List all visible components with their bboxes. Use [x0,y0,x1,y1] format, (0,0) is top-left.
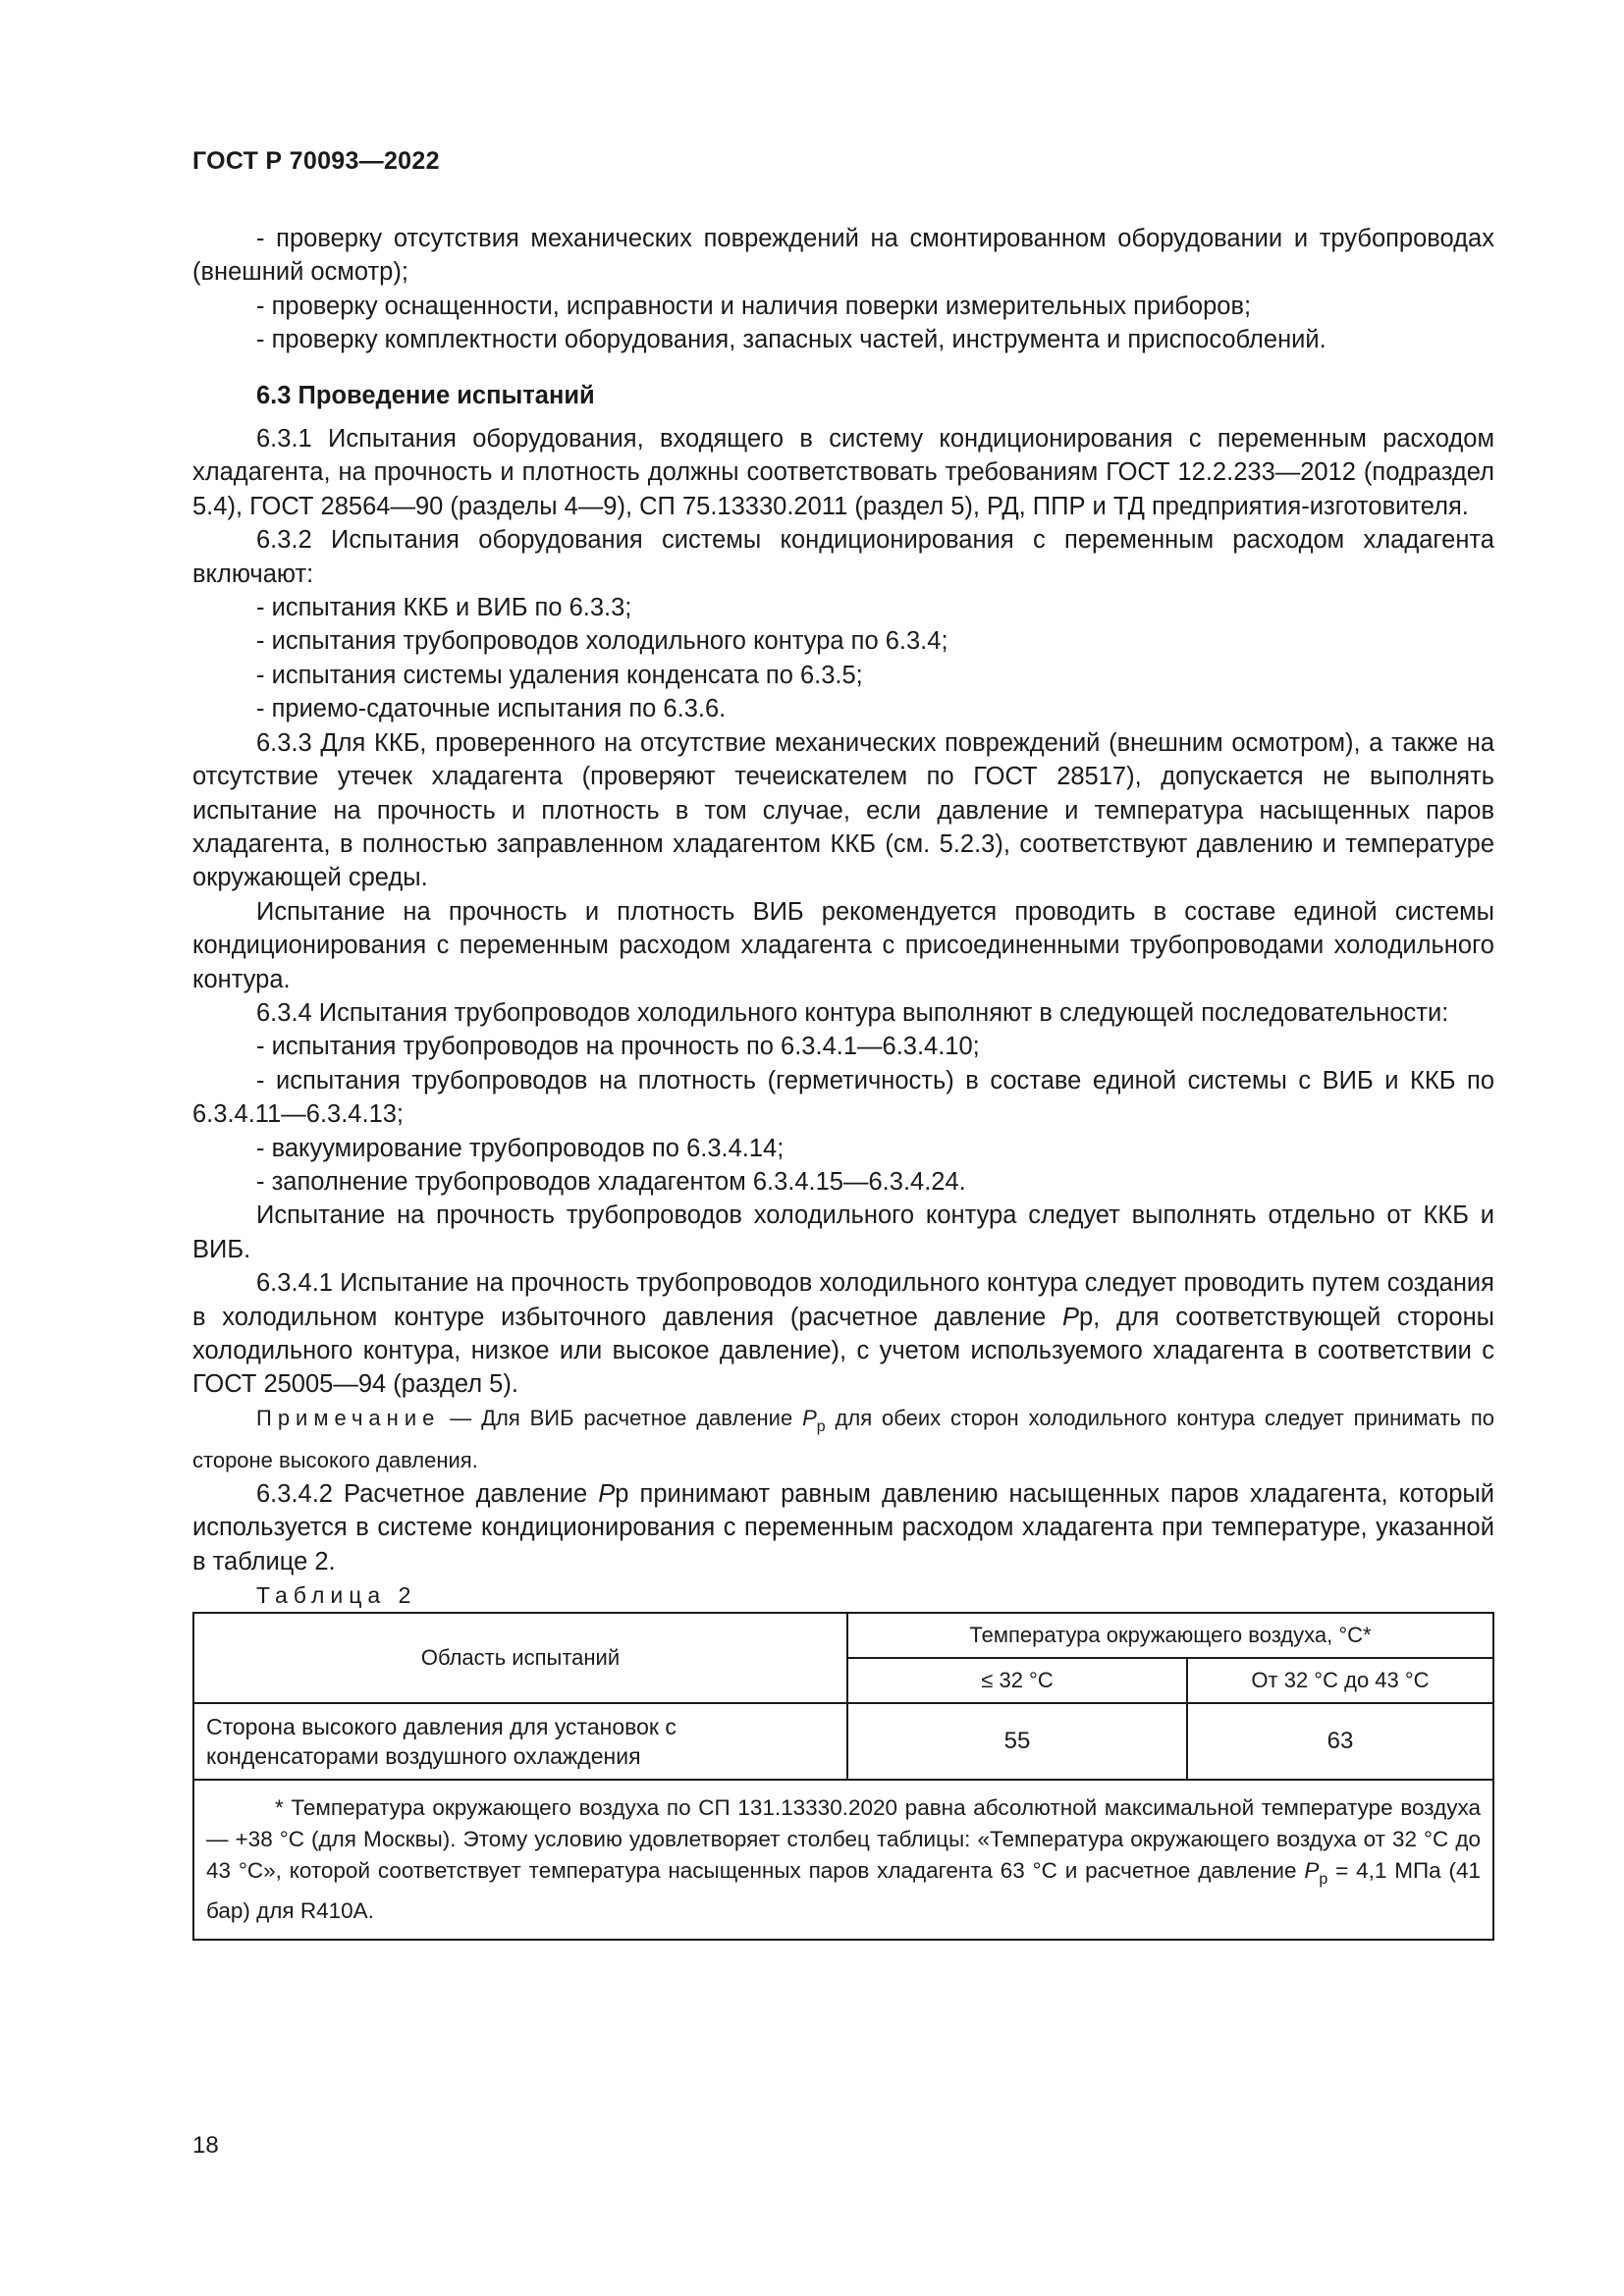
text-fragment: для обеих сторон холодильного контура следует принимать по стороне высокого давления. [192,1405,1495,1472]
text-fragment: 6.3.4.2 Расчетное давление [256,1479,599,1508]
list-item: - испытания системы удаления конденсата по 6.3.5; [256,661,863,689]
paragraph-separate-test: Испытание на прочность трубопроводов холодильного контура следует выполнять отдельно от ККБ и ВИБ. [192,1201,1494,1263]
paragraph-6-3-1: 6.3.1 Испытания оборудования, входящего в систему кондиционирования с переменным расходом хладагента, на прочность и плотность должны соответствовать требованиям ГОСТ 12.2.233—2012 (подраздел 5.4), ГОСТ 28564—90 (разделы 4—9), СП 75.13330.2011 (раздел 5), РД, ППР и ТД предприятия-изготовителя. [192,425,1494,520]
page-number: 18 [192,2132,219,2159]
list-item: - испытания трубопроводов холодильного контура по 6.3.4; [256,627,948,656]
pressure-symbol: P [1061,1303,1079,1331]
text-fragment: 6.3.4.1 Испытание на прочность трубопроводов холодильного контура следует проводить путем создания в холодильном контуре избыточного давления (расчетное давление [192,1269,1494,1331]
paragraph-6-3-4-2 [192,1477,1494,1578]
table-row [193,1703,1493,1780]
text-fragment: — Для ВИБ расчетное давление [440,1405,803,1430]
table-2 [192,1612,1494,1941]
list-item: - вакуумирование трубопроводов по 6.3.4.14; [256,1134,785,1162]
text-fragment: = 4,1 МПа (41 бар) для R410A. [206,1858,1481,1924]
paragraph-6-3-3: 6.3.3 Для ККБ, проверенного на отсутствие механических повреждений (внешним осмотром), а также на отсутствие утечек хладагента (проверяют течеискателем по ГОСТ 28517), допускается не выполнять испытание на прочность и плотность в том случае, если давление и температура насыщенных паров хладагента, в полностью заправленном хладагентом ККБ (см. 5.2.3), соответствуют давлению и температуре окружающей среды. [192,728,1494,892]
list-item: - испытания ККБ и ВИБ по 6.3.3; [256,594,632,622]
paragraph-6-3-4: 6.3.4 Испытания трубопроводов холодильного контура выполняют в следующей последовательности: [256,998,1449,1027]
header-temp-2: От 32 °С до 43 °С [1187,1658,1493,1703]
header-temp-group: Температура окружающего воздуха, °С* [847,1613,1493,1658]
cell-value: 63 [1187,1703,1493,1780]
pressure-symbol: P [1304,1858,1320,1884]
text-fragment: р, для соответствующей стороны холодильного контура, низкое или высокое давление), с учетом используемого хладагента в соответствии с ГОСТ 25005—94 (раздел 5). [192,1303,1495,1399]
header-temp-1: ≤ 32 °С [847,1658,1187,1703]
table-footnote [193,1780,1493,1940]
note [192,1402,1494,1477]
document-code-header: ГОСТ Р 70093—2022 [192,147,440,175]
document-body [192,222,1494,1941]
list-item: - приемо-сдаточные испытания по 6.3.6. [256,695,727,723]
cell-value: 55 [847,1703,1187,1780]
pressure-symbol: P [802,1405,817,1430]
text-fragment: * Температура окружающего воздуха по СП 131.13330.2020 равна абсолютной максимальной температуре воздуха — +38 °С (для Москвы). Этому условию удовлетворяет столбец таблицы: «Температура окружающего воздуха от 32 °С до 43 °С», которой соответствует температура насыщенных паров хладагента 63 °С и расчетное давление [206,1795,1481,1884]
list-item: - заполнение трубопроводов хладагентом 6.3.4.15—6.3.4.24. [256,1167,966,1196]
list-item: - проверку оснащенности, исправности и наличия поверки измерительных приборов; [256,292,1252,320]
row-label: Сторона высокого давления для установок с конденсаторами воздушного охлаждения [193,1703,847,1780]
paragraph-6-3-4-1 [192,1266,1494,1402]
paragraph-vib-test: Испытание на прочность и плотность ВИБ рекомендуется проводить в составе единой системы кондиционирования с переменным расходом хладагента с присоединенными трубопроводами холодильного контура. [192,897,1494,993]
list-item: - проверку комплектности оборудования, запасных частей, инструмента и приспособлений. [256,326,1326,354]
list-item: - проверку отсутствия механических повреждений на смонтированном оборудовании и трубопроводах (внешний осмотр); [192,225,1494,287]
header-area: Область испытаний [193,1613,847,1703]
note-label: Примечание [256,1405,441,1430]
text-fragment: р принимают равным давлению насыщенных паров хладагента, который используется в системе кондиционирования с переменным расходом хладагента при температуре, указанной в таблице 2. [192,1479,1494,1575]
paragraph-6-3-2: 6.3.2 Испытания оборудования системы кондиционирования с переменным расходом хладагента включают: [192,526,1494,588]
pressure-subscript: р [1319,1871,1328,1889]
pressure-symbol: P [598,1479,616,1508]
table-footnote-row [193,1780,1493,1940]
list-item: - испытания трубопроводов на прочность по 6.3.4.1—6.3.4.10; [256,1033,980,1061]
table-caption: Таблица 2 [256,1582,417,1609]
list-item: - испытания трубопроводов на плотность (герметичность) в составе единой системы с ВИБ и ККБ по 6.3.4.11—6.3.4.13; [192,1066,1494,1129]
section-heading: 6.3 Проведение испытаний [256,381,595,409]
table-header-row [193,1613,1493,1658]
pressure-subscript: р [816,1417,826,1435]
